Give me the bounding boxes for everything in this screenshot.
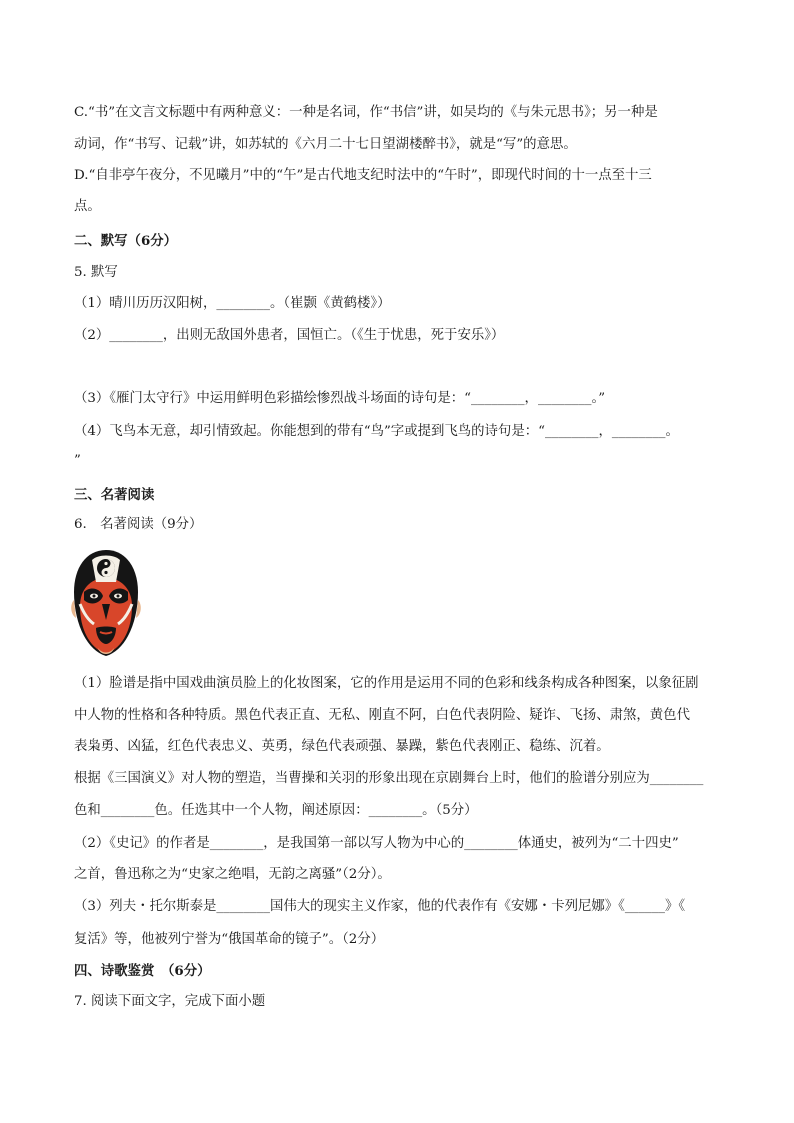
q6-part3-line2: 复活》等，他被列宁誉为“俄国革命的镜子”。（2分） [74, 932, 385, 947]
q6-part2-line1: （2）《史记》的作者是________，是我国第一部以写人物为中心的________体通史，被列为“二十四史” [74, 836, 679, 851]
q6-part1-line1: （1）脸谱是指中国戏曲演员脸上的化妆图案，它的作用是运用不同的色彩和线条构成各种图案，以象征剧 [74, 676, 699, 691]
q4-option-d-line1: D.“自非亭午夜分，不见曦月”中的“午”是古代地支纪时法中的“午时”，即现代时间的十一点至十三 [74, 168, 652, 183]
q5-title: 5. 默写 [74, 265, 118, 280]
section2-heading: 二、默写（6分） [74, 233, 178, 249]
q4-option-c-line2: 动词，作“书写、记载”讲，如苏轼的《六月二十七日望湖楼醉书》，就是“写”的意思。 [74, 137, 577, 152]
q7-title: 7. 阅读下面文字，完成下面小题 [74, 994, 266, 1009]
q5-item1: （1）晴川历历汉阳树，________。（崔颢《黄鹤楼》） [74, 296, 391, 311]
q6-part1-line5: 色和________色。任选其中一个人物，阐述原因：________。（5分） [74, 803, 478, 818]
q6-part3-line1: （3）列夫・托尔斯泰是________国伟大的现实主义作家，他的代表作有《安娜・卡列尼娜》《______》《 [74, 899, 686, 914]
q5-item3: （3）《雁门太守行》中运用鲜明色彩描绘惨烈战斗场面的诗句是：“________，________。” [74, 391, 606, 406]
q6-title: 6. 名著阅读（9分） [74, 517, 203, 532]
q5-item2: （2）________，出则无敌国外患者，国恒亡。（《生于忧患，死于安乐》） [74, 328, 505, 343]
q4-option-d-line2: 点。 [74, 199, 101, 214]
section4-heading: 四、诗歌鉴赏 （6分） [74, 963, 211, 979]
q4-option-c-line1: C.“书”在文言文标题中有两种意义：一种是名词，作“书信”讲，如吴均的《与朱元思书》；另一种是 [74, 105, 658, 120]
section3-heading: 三、名著阅读 [74, 487, 155, 503]
q5-item4-line1: （4）飞鸟本无意，却引情致起。你能想到的带有“鸟”字或提到飞鸟的诗句是：“________，________。 [74, 424, 679, 439]
q6-part1-line4: 根据《三国演义》对人物的塑造，当曹操和关羽的形象出现在京剧舞台上时，他们的脸谱分别应为________ [74, 771, 704, 786]
q6-part1-line2: 中人物的性格和各种特质。黑色代表正直、无私、刚直不阿，白色代表阴险、疑诈、飞扬、肃煞，黄色代 [74, 708, 690, 723]
q6-part2-line2: 之首，鲁迅称之为“史家之绝唱，无韵之离骚”（2分）。 [74, 867, 391, 882]
peking-opera-mask-image [70, 548, 142, 660]
q6-part1-line3: 表枭勇、凶猛，红色代表忠义、英勇，绿色代表顽强、暴躁，紫色代表刚正、稳练、沉着。 [74, 739, 610, 754]
q5-item4-line2: ” [74, 453, 81, 468]
